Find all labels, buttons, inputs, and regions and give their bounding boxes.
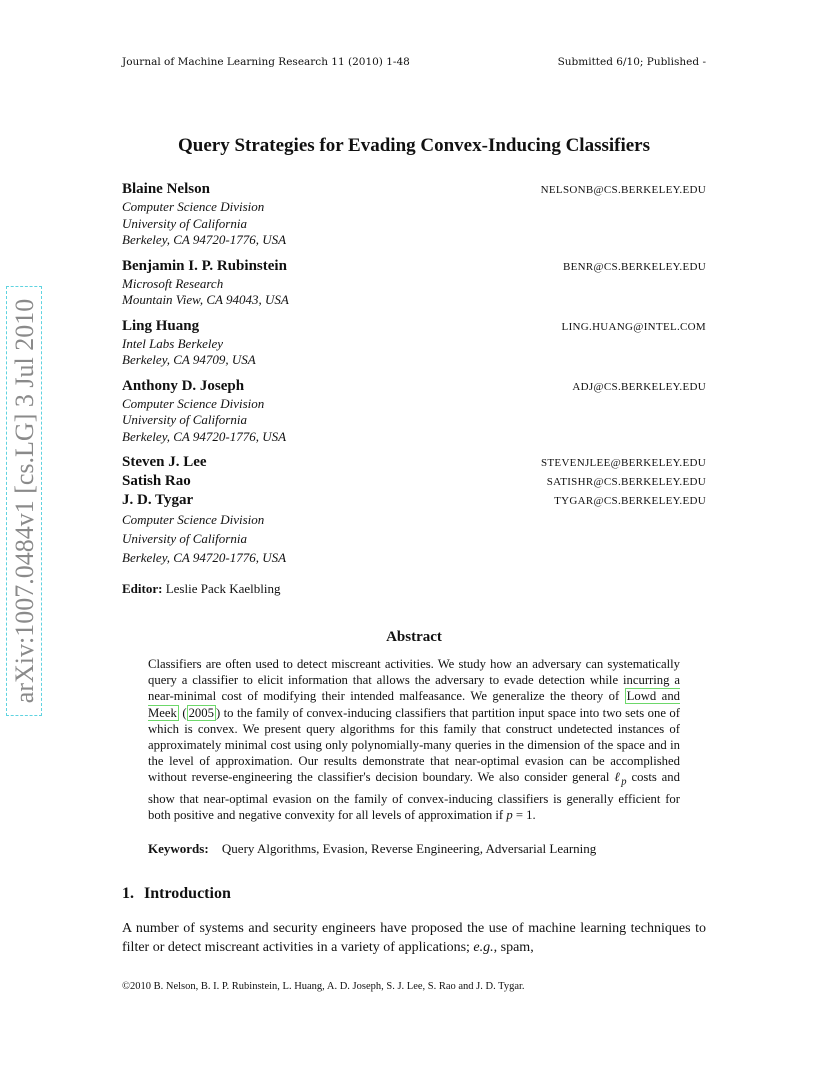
author-row [122, 257, 706, 276]
copyright-footer: ©2010 B. Nelson, B. I. P. Rubinstein, L. Huang, A. D. Joseph, S. J. Lee, S. Rao and J. D. Tygar. [122, 981, 525, 992]
author-name: Steven J. Lee [122, 454, 207, 470]
section-heading [122, 885, 231, 903]
affiliation-line: University of California [122, 215, 247, 231]
author-email[interactable]: SATISHR@CS.BERKELEY.EDU [546, 476, 706, 488]
affiliation-line: Mountain View, CA 94043, USA [122, 292, 289, 307]
affiliation-line: Intel Labs Berkeley [122, 335, 224, 351]
abstract-text-part: = 1. [512, 808, 536, 823]
intro-text-part: A number of systems and security engineers have proposed the use of machine learning techniques to filter or detect miscreant activities in a variety of applications; [122, 921, 706, 955]
affiliation-line: Berkeley, CA 94720-1776, USA [122, 232, 287, 247]
section-title: Introduction [144, 885, 231, 902]
author-email[interactable]: LING.HUANG@INTEL.COM [561, 320, 706, 333]
paper-title: Query Strategies for Evading Convex-Inducing Classifiers [177, 135, 650, 156]
author-row [122, 491, 706, 510]
author-row [122, 317, 706, 336]
author-row [122, 453, 706, 472]
intro-text-part: , spam, [493, 940, 534, 955]
citation-year-link[interactable]: 2005 [188, 705, 214, 720]
keywords-line [148, 841, 596, 857]
section-number: 1. [122, 885, 134, 902]
citation-paren: ) [215, 705, 221, 720]
abstract-heading: Abstract [386, 629, 442, 645]
author-row [122, 180, 706, 199]
author-name: Ling Huang [122, 317, 200, 334]
affiliation-line: Computer Science Division [122, 395, 265, 411]
journal-citation: Journal of Machine Learning Research 11 (2010) 1-48 [122, 56, 410, 68]
lp-subscript: p [621, 776, 627, 788]
abstract-text-part: costs and show that near-optimal evasion on the family of convex-inducing classifiers is generally efficient for both positive and negative convexity for all levels of approximation if [148, 770, 680, 823]
author-name: Satish Rao [122, 473, 191, 489]
author-name: Anthony D. Joseph [122, 377, 245, 394]
author-email[interactable]: NELSONB@CS.BERKELEY.EDU [540, 184, 706, 196]
author-block [122, 180, 706, 249]
affiliation-line: Berkeley, CA 94709, USA [122, 352, 256, 367]
author-group-block [122, 453, 706, 567]
author-email[interactable]: BENR@CS.BERKELEY.EDU [562, 260, 706, 273]
author-name: J. D. Tygar [122, 492, 194, 508]
author-row [122, 472, 706, 491]
editor-label: Editor: [122, 581, 163, 596]
author-name: Blaine Nelson [122, 181, 210, 197]
abstract-text [148, 656, 680, 824]
author-block [122, 257, 706, 309]
affiliation-line: University of California [122, 531, 247, 546]
arxiv-stamp[interactable] [0, 283, 48, 719]
editor-name: Leslie Pack Kaelbling [165, 581, 281, 596]
abstract-text-part: Classifiers are often used to detect miscreant activities. We study how an adversary can systematically query a classifier to elicit information that allows the adversary to evade detection while incurring a near-minimal cost of modifying their intended malfeasance. We generalize the theory of [148, 657, 680, 704]
author-email[interactable]: TYGAR@CS.BERKELEY.EDU [554, 495, 706, 507]
author-email[interactable]: STEVENJLEE@BERKELEY.EDU [540, 457, 706, 469]
author-email[interactable]: ADJ@CS.BERKELEY.EDU [572, 380, 706, 393]
arxiv-identifier[interactable]: arXiv:1007.0484v1 [cs.LG] 3 Jul 2010 [6, 286, 42, 716]
affiliation-line: Computer Science Division [122, 199, 265, 214]
editor-line [122, 581, 281, 597]
intro-eg: e.g. [473, 940, 494, 955]
author-name: Benjamin I. P. Rubinstein [122, 257, 287, 274]
affiliation-line: University of California [122, 412, 247, 427]
affiliation-line: Microsoft Research [122, 275, 224, 291]
abstract-text-part: to the family of convex-inducing classifiers that partition input space into two sets one of which is convex. We present query algorithms for this family that construct undetected instances of approximately minimal cost using only polynomially-many queries in the dimension of the space and in the level of approximation. Our results demonstrate that near-optimal evasion can be accomplished without reverse-engineering the classifier's decision boundary. We also consider general [148, 705, 680, 785]
affiliation-line: Berkeley, CA 94720-1776, USA [122, 550, 287, 565]
affiliation-line: Computer Science Division [122, 512, 265, 527]
author-row [122, 377, 706, 396]
citation-link[interactable]: Lowd and Meek [148, 689, 681, 720]
p-variable: p [506, 808, 513, 823]
keywords-text: Query Algorithms, Evasion, Reverse Engineering, Adversarial Learning [221, 841, 597, 856]
submission-info: Submitted 6/10; Published - [557, 56, 706, 68]
citation-paren: ( [178, 705, 187, 720]
author-block [122, 377, 706, 446]
affiliation-line: Berkeley, CA 94720-1776, USA [122, 428, 287, 444]
intro-paragraph [122, 919, 706, 957]
author-block [122, 317, 706, 369]
author-list [122, 180, 706, 575]
running-head [122, 56, 706, 68]
lp-symbol: ℓ [614, 770, 622, 785]
keywords-label: Keywords: [148, 841, 209, 856]
